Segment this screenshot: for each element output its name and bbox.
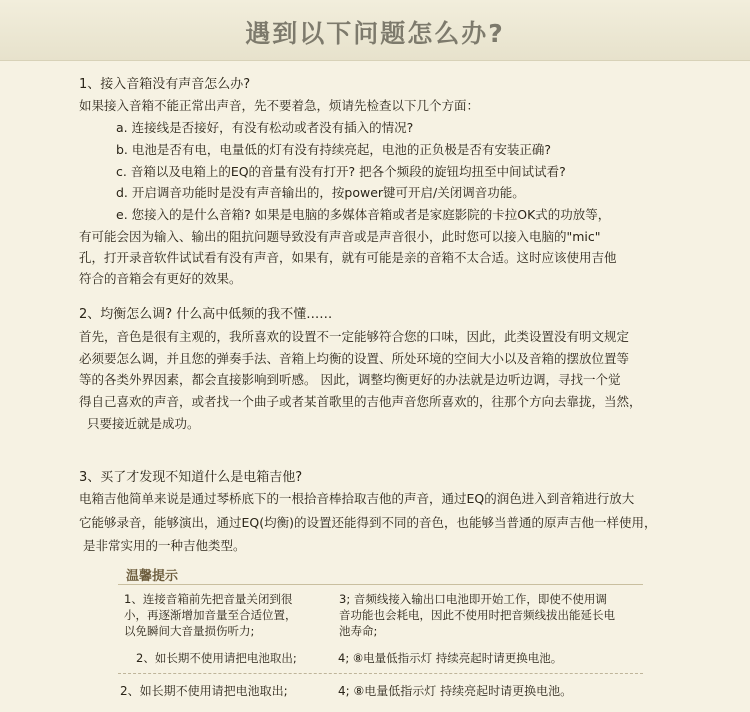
q1-item-e-cont: 孔，打开录音软件试试看有没有声音，如果有，就有可能是亲的音箱不太合适。这时应该使用吉他 [79, 250, 617, 265]
q1-item-d: d. 开启调音功能时是没有声音输出的，按power键可开启/关闭调音功能。 [116, 185, 525, 200]
page-title: 遇到以下问题怎么办? [245, 19, 505, 48]
q1-item-c: c. 音箱以及电箱上的EQ的音量有没有打开? 把各个频段的旋钮均扭至中间试试看? [116, 164, 566, 179]
q2-paragraph-line: 首先，音色是很有主观的，我所喜欢的设置不一定能够符合您的口味，因此，此类设置没有明文规定 [79, 329, 630, 344]
q2-paragraph-line: 只要接近就是成功。 [87, 416, 200, 431]
q3-paragraph-line: 电箱吉他简单来说是通过琴桥底下的一根拾音棒拾取吉他的声音，通过EQ的润色进入到音箱进行放大 [79, 491, 635, 506]
q2-heading: 2、均衡怎么调? 什么高中低频的我不懂…… [79, 307, 333, 322]
q1-item-a: a. 连接线是否接好，有没有松动或者没有插入的情况? [116, 120, 414, 135]
q1-heading: 1、接入音箱没有声音怎么办? [79, 77, 251, 92]
q1-item-e: e. 您接入的是什么音箱? 如果是电脑的多媒体音箱或者是家庭影院的卡拉OK式的功放等， [116, 207, 611, 222]
notice-tip-1: 1、连接音箱前先把音量关闭到很 小，再逐渐增加音量至合适位置， 以免瞬间大音量损伤听力; [124, 592, 297, 638]
notice-title: 温馨提示 [126, 569, 179, 584]
footer-tip-4: 4; ⑧电量低指示灯 持续亮起时请更换电池。 [338, 684, 573, 698]
q3-paragraph-line: 是非常实用的一种吉他类型。 [83, 538, 246, 553]
notice-tip-3: 3; 音频线接入输出口电池即开始工作，即使不使用调 音功能也会耗电，因此不使用时把音频线拔出能延长电 池寿命; [339, 592, 615, 638]
q1-intro: 如果接入音箱不能正常出声音，先不要着急，烦请先检查以下几个方面： [79, 98, 480, 113]
q3-paragraph-line: 它能够录音，能够演出，通过EQ(均衡)的设置还能得到不同的音色，也能够当普通的原声吉他一样使用， [79, 515, 657, 530]
q2-paragraph-line: 等的各类外界因素，都会直接影响到听感。 因此，调整均衡更好的办法就是边听边调，寻找一个觉 [79, 372, 621, 387]
title-banner [0, 0, 750, 61]
footer-tip-2: 2、如长期不使用请把电池取出; [120, 684, 288, 698]
q2-paragraph-line: 必须要怎么调，并且您的弹奏手法、音箱上均衡的设置、所处环境的空间大小以及音箱的摆放位置等 [79, 351, 630, 366]
q2-paragraph-line: 得自己喜欢的声音，或者找一个曲子或者某首歌里的吉他声音您所喜欢的，往那个方向去靠拢，当然， [79, 394, 642, 409]
q1-item-e-cont: 有可能会因为输入、输出的阻抗问题导致没有声音或是声音很小，此时您可以接入电脑的"mic" [79, 229, 601, 244]
notice-divider [118, 673, 643, 674]
q3-heading: 3、买了才发现不知道什么是电箱吉他? [79, 470, 303, 485]
notice-tip-2: 2、如长期不使用请把电池取出; [136, 651, 297, 665]
q1-item-e-cont: 符合的音箱会有更好的效果。 [79, 271, 242, 286]
notice-tip-4: 4; ⑧电量低指示灯 持续亮起时请更换电池。 [338, 651, 563, 665]
notice-divider [118, 584, 643, 585]
q1-item-b: b. 电池是否有电，电量低的灯有没有持续亮起，电池的正负极是否有安装正确? [116, 142, 552, 157]
